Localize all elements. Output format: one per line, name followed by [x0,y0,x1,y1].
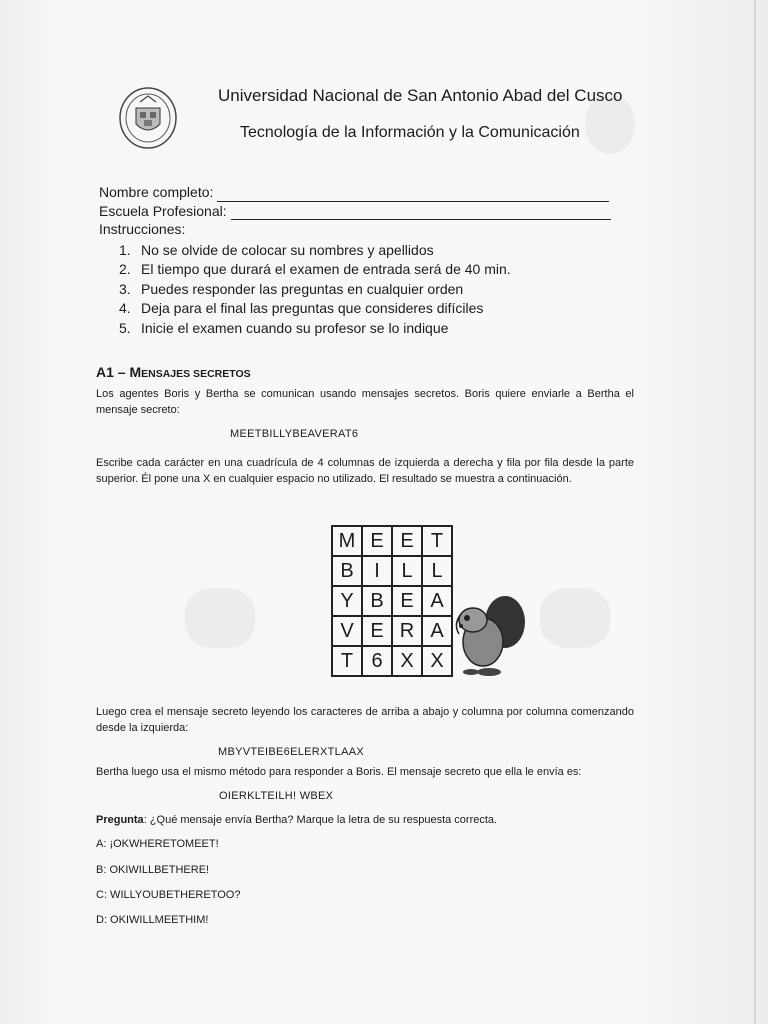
name-label: Nombre completo: [99,184,214,200]
reply-paragraph: Bertha luego usa el mismo método para responder a Boris. El mensaje secreto que ella le envía es: [96,766,582,778]
list-item: 5. Inicie el examen cuando su profesor se lo indique [119,319,449,336]
list-item: 2. El tiempo que durará el examen de entrada será de 40 min. [119,261,511,278]
intro-paragraph: Los agentes Boris y Bertha se comunican usando mensajes secretos. Boris quiere enviarle a Bertha el mensaje secreto: [96,388,634,416]
grid-cell: R [392,616,422,646]
grid-cell: L [392,556,422,586]
grid-cell: 6 [362,646,392,676]
list-item: 1. No se olvide de colocar su nombres y apellidos [119,242,434,258]
grid-cell: X [422,646,452,676]
list-item: 3. Puedes responder las preguntas en cualquier orden [119,280,464,297]
grid-cell: X [392,646,422,676]
grid-cell: Y [332,586,362,616]
grid-cell: I [362,556,392,586]
instructions-list [119,241,511,338]
grid-cell: A [422,586,452,616]
student-form [99,183,611,239]
grid-cell: T [422,526,452,556]
answer-option-b[interactable]: B: OKIWILLBETHERE! [96,864,210,876]
answer-option-a[interactable]: A: ¡OKWHERETOMEET! [96,838,219,850]
school-label: Escuela Profesional: [99,202,227,219]
name-field[interactable] [217,188,609,202]
school-field[interactable] [231,206,611,220]
page-edge [754,0,756,1024]
secret-message: MEETBILLYBEAVERAT6 [230,428,359,440]
instructions-label: Instrucciones: [99,221,186,237]
grid-cell: M [332,526,362,556]
university-seal-icon [118,86,178,150]
grid-cell: L [422,556,452,586]
question-label: Pregunta [96,814,144,826]
grid-cell: E [362,616,392,646]
question-text: Pregunta: ¿Qué mensaje envía Bertha? Marque la letra de su respuesta correcta. [96,814,498,826]
list-item: 4. Deja para el final las preguntas que consideres difíciles [119,300,484,317]
grid-cell: A [422,616,452,646]
grid-cell: B [362,586,392,616]
encoded-message: MBYVTEIBE6ELERXTLAAX [218,746,364,758]
section-heading: A1 – MENSAJES SECRETOS [96,364,251,380]
letter-grid [331,525,453,677]
bleed-through-figure [540,588,610,648]
course-title: Tecnología de la Información y la Comunicación [240,124,580,141]
beaver-icon [447,592,527,678]
answer-option-d[interactable]: D: OKIWILLMEETHIM! [96,914,209,926]
grid-cell: E [362,526,392,556]
university-title: Universidad Nacional de San Antonio Abad del Cusco [218,86,623,105]
grid-cell: E [392,526,422,556]
method-paragraph: Escribe cada carácter en una cuadrícula de 4 columnas de izquierda a derecha y fila por fila desde la parte superior. Él pone una X en cualquier espacio no utilizado. El resultado se muestra a continuación. [96,457,634,485]
grid-cell: V [332,616,362,646]
grid-cell: B [332,556,362,586]
bleed-through-figure [185,588,255,648]
grid-cell: T [332,646,362,676]
grid-cell: E [392,586,422,616]
answer-option-c[interactable]: C: WILLYOUBETHERETOO? [96,889,241,901]
reading-paragraph: Luego crea el mensaje secreto leyendo los caracteres de arriba a abajo y columna por columna comenzando desde la izquierda: [96,706,634,734]
reply-message: OIERKLTEILH! WBEX [219,790,334,802]
